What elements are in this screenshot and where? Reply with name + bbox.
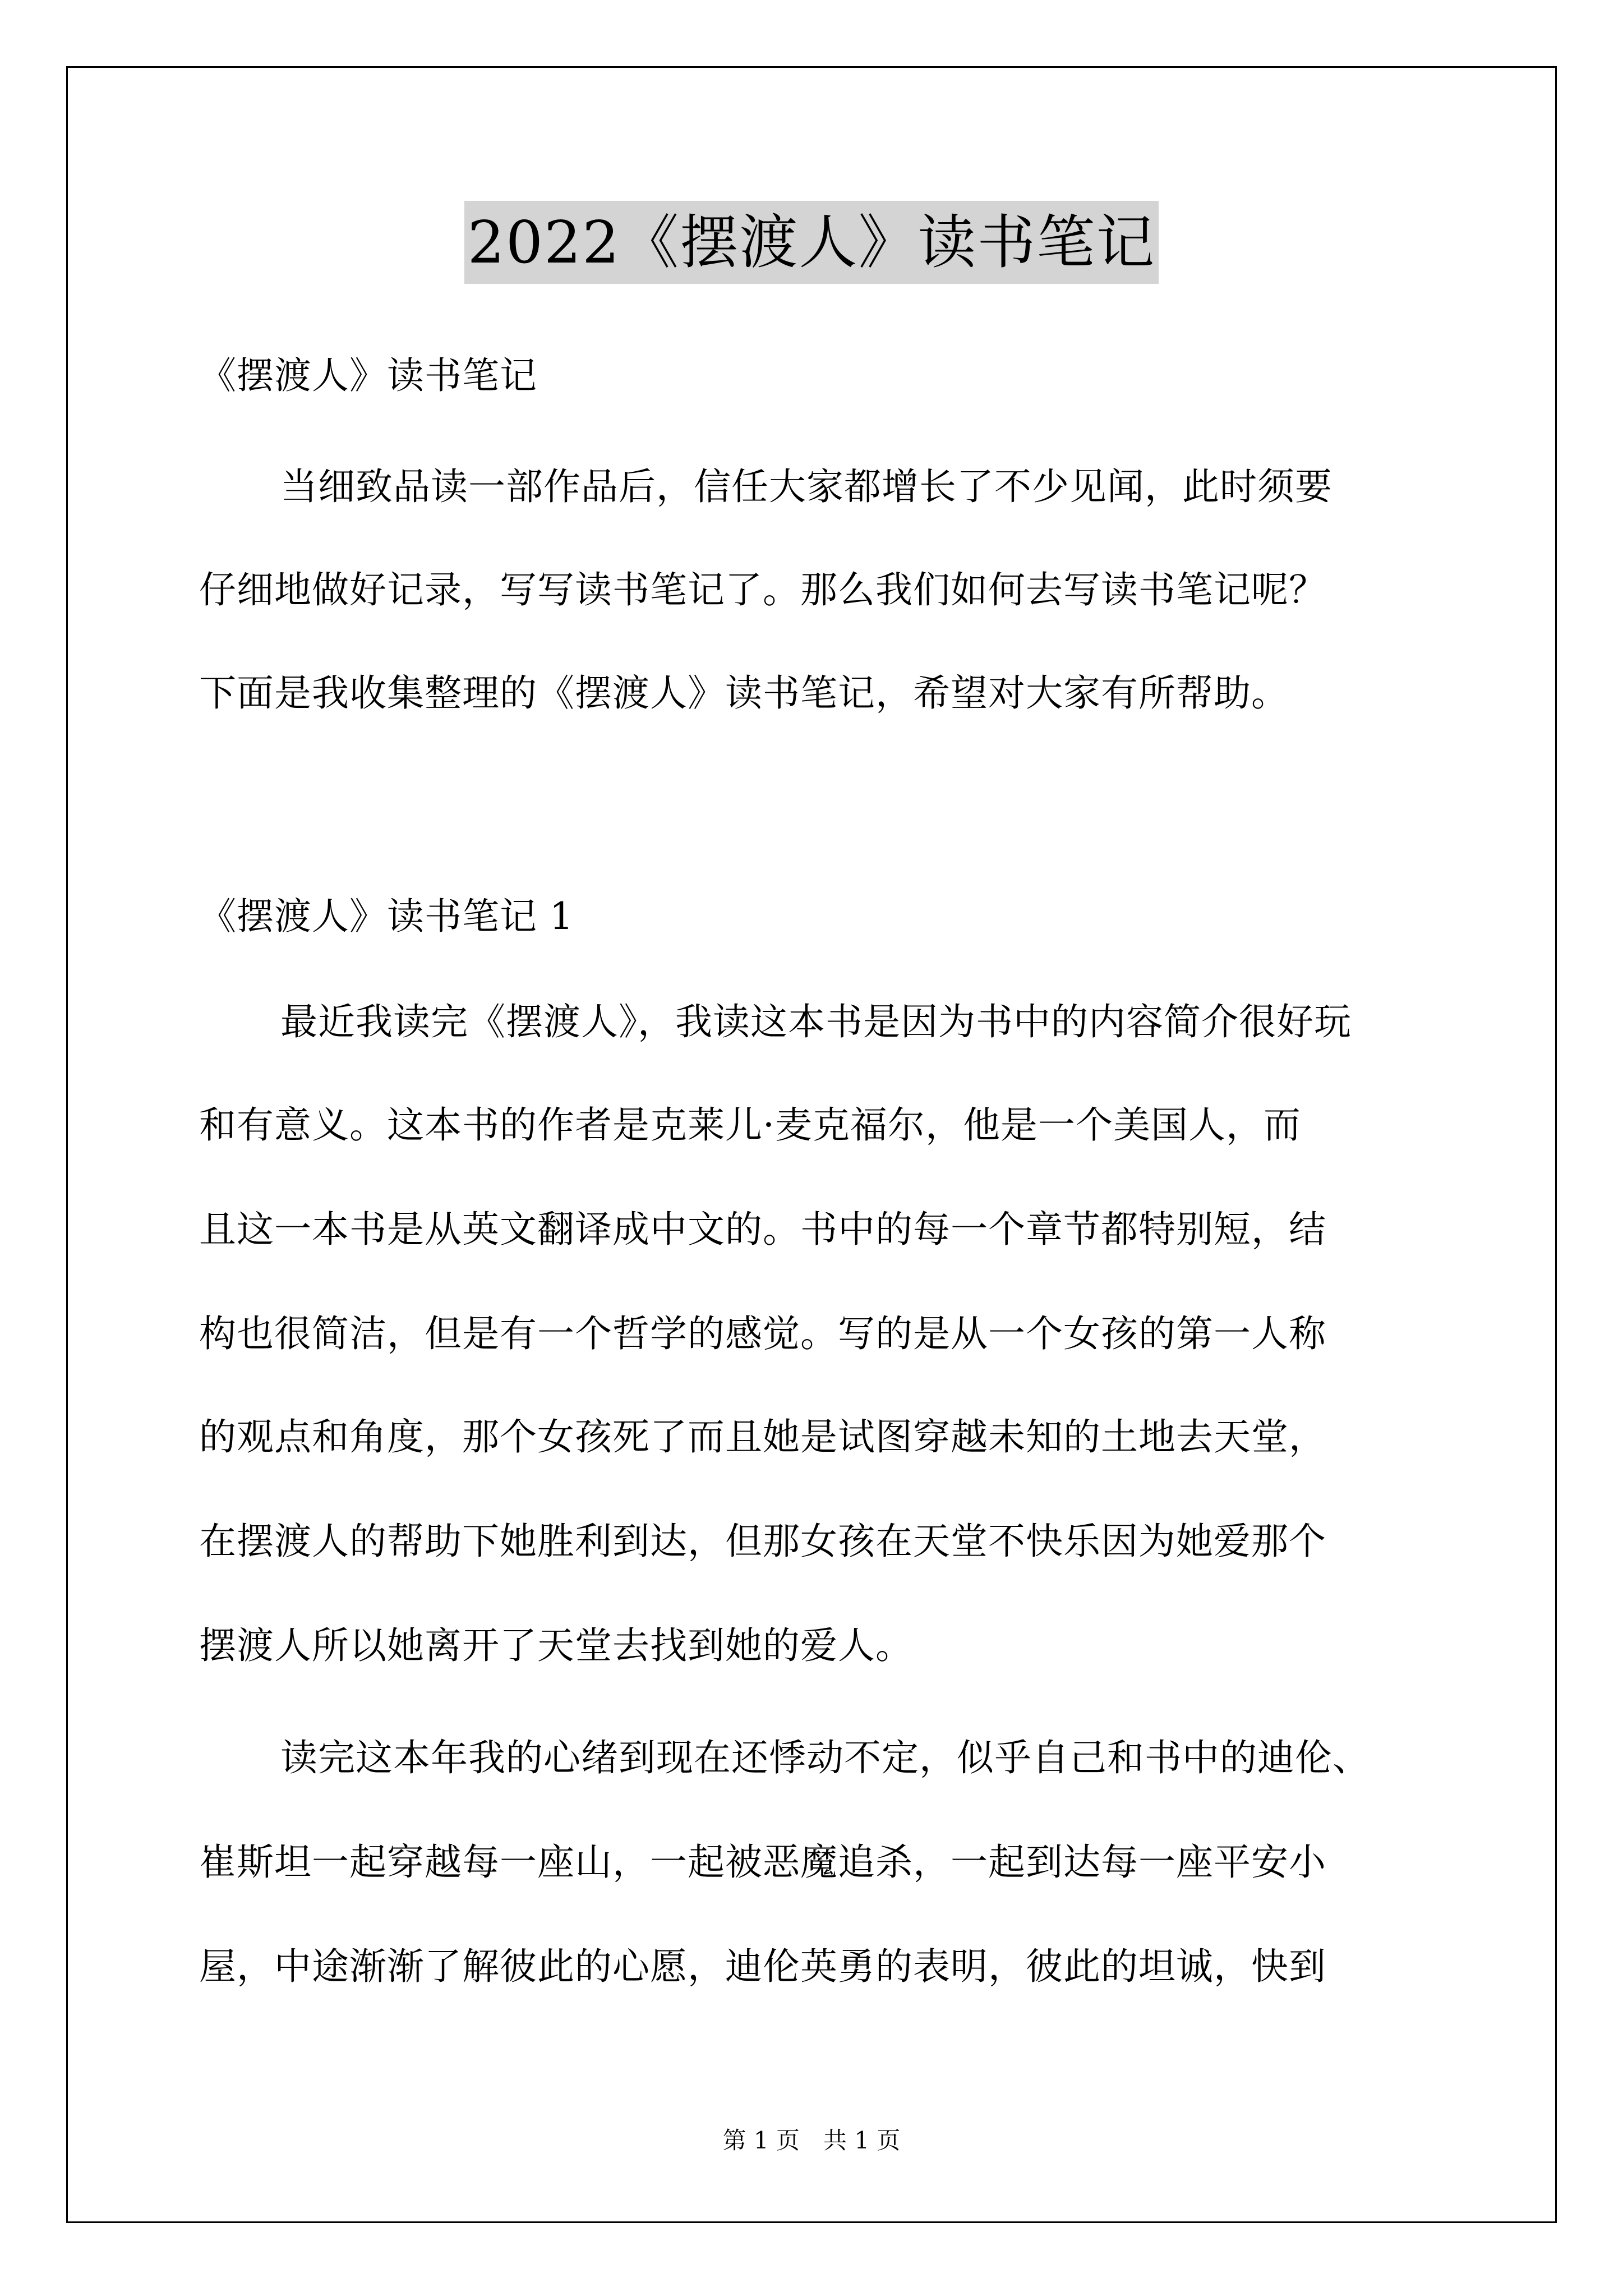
paragraph-line: 在摆渡人的帮助下她胜利到达，但那女孩在天堂不快乐因为她爱那个 xyxy=(199,1520,1326,1563)
intro-line: 当细致品读一部作品后，信任大家都增长了不少见闻，此时须要 xyxy=(280,465,1332,508)
paragraph-line: 和有意义。这本书的作者是克莱儿·麦克福尔，他是一个美国人，而 xyxy=(199,1103,1301,1147)
intro-line: 仔细地做好记录，写写读书笔记了。那么我们如何去写读书笔记呢？ xyxy=(199,568,1326,611)
section-heading: 《摆渡人》读书笔记 1 xyxy=(199,895,574,938)
title-container xyxy=(0,201,1623,284)
paragraph-line: 最近我读完《摆渡人》，我读这本书是因为书中的内容简介很好玩 xyxy=(280,1000,1352,1043)
paragraph-line: 构也很简洁，但是有一个哲学的感觉。写的是从一个女孩的第一人称 xyxy=(199,1312,1326,1355)
intro-line: 下面是我收集整理的《摆渡人》读书笔记，希望对大家有所帮助。 xyxy=(199,671,1289,715)
paragraph-line: 屋，中途渐渐了解彼此的心愿，迪伦英勇的表明，彼此的坦诚，快到 xyxy=(199,1945,1326,1988)
page-footer: 第 1 页 共 1 页 xyxy=(722,2127,901,2154)
paragraph-line: 且这一本书是从英文翻译成中文的。书中的每一个章节都特别短，结 xyxy=(199,1208,1326,1251)
paragraph-line: 的观点和角度，那个女孩死了而且她是试图穿越未知的土地去天堂， xyxy=(199,1415,1326,1458)
paragraph-line: 读完这本年我的心绪到现在还悸动不定，似乎自己和书中的迪伦、 xyxy=(280,1736,1370,1779)
paragraph-line: 崔斯坦一起穿越每一座山，一起被恶魔追杀，一起到达每一座平安小 xyxy=(199,1841,1326,1884)
paragraph-line: 摆渡人所以她离开了天堂去找到她的爱人。 xyxy=(199,1624,913,1667)
subtitle: 《摆渡人》读书笔记 xyxy=(199,354,537,397)
document-title: 2022《摆渡人》读书笔记 xyxy=(464,201,1159,284)
